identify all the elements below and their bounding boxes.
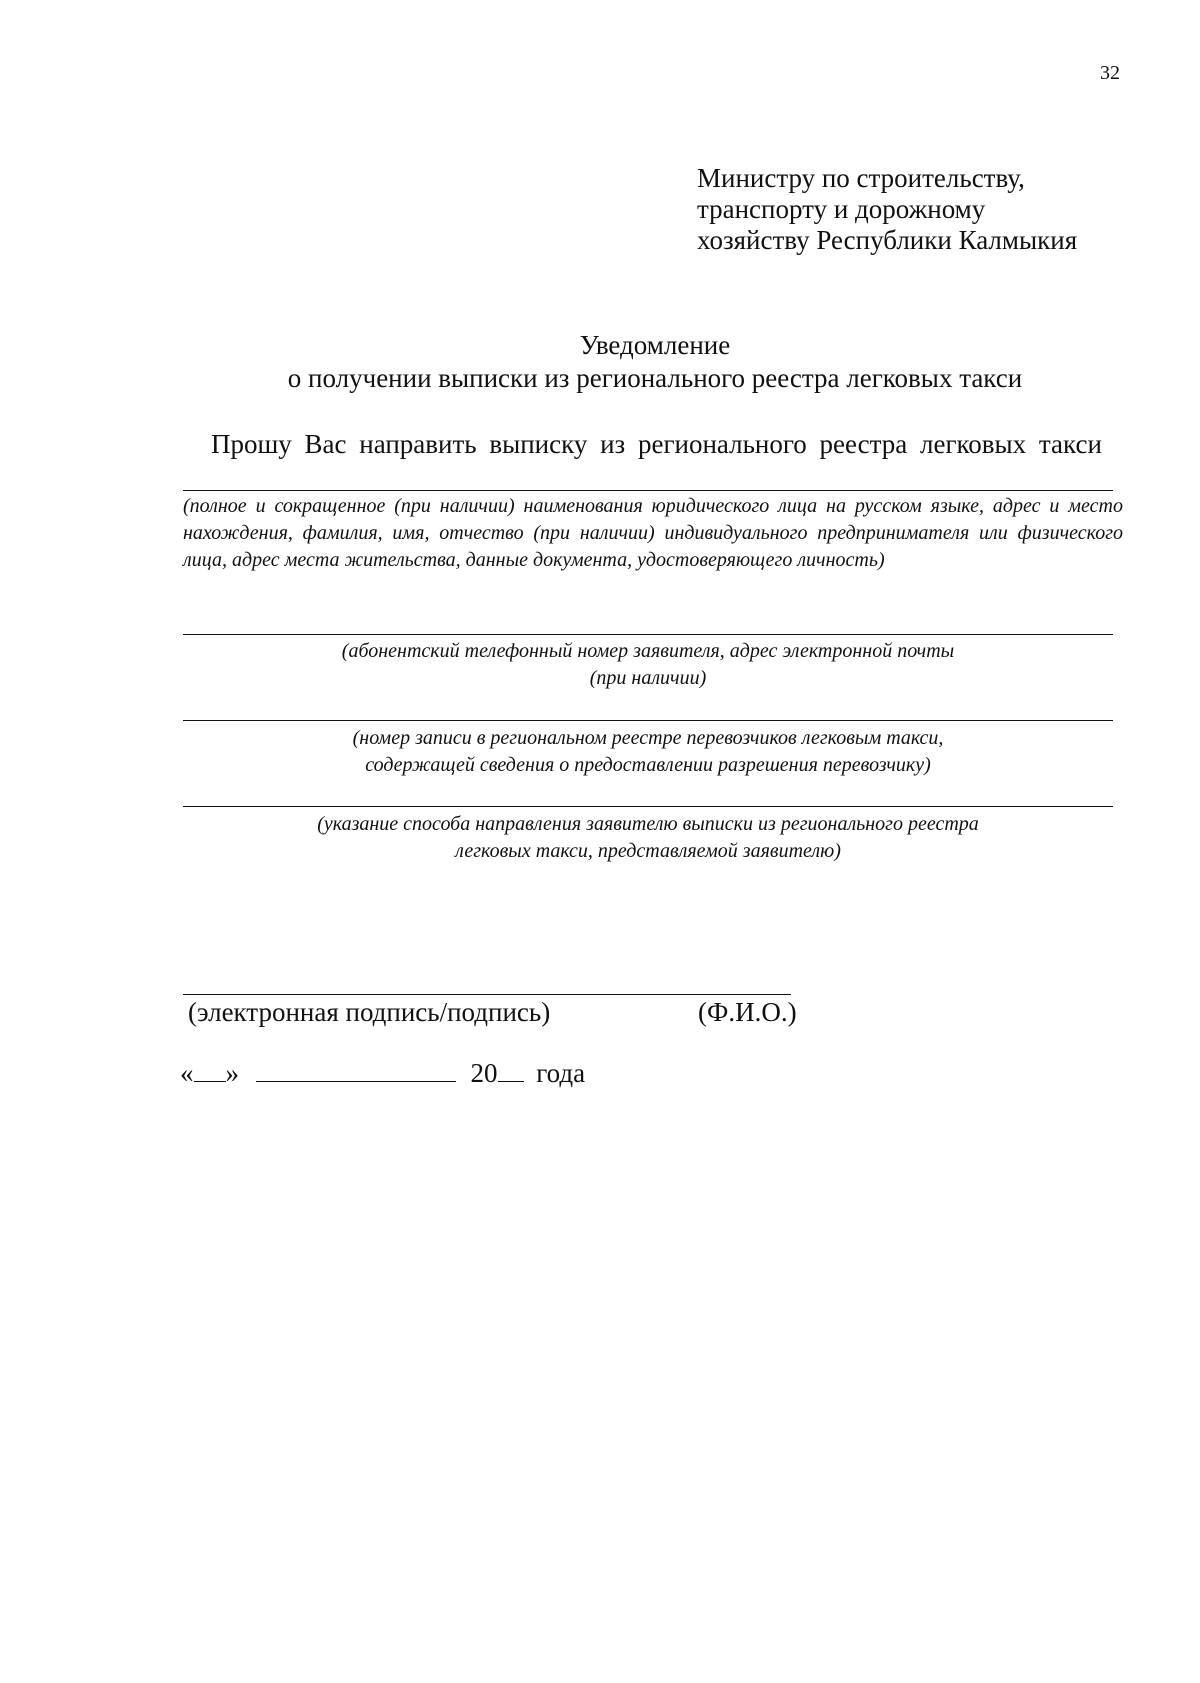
- contacts-fill-line[interactable]: [183, 634, 1113, 635]
- page-number: 32: [1100, 62, 1120, 84]
- hint-line: (при наличии): [589, 667, 707, 689]
- hint-line: содержащей сведения о предоставлении разрешения перевозчику): [365, 754, 931, 776]
- hint-line: (указание способа направления заявителю выписки из регионального реестра: [317, 813, 979, 835]
- document-subtitle: о получении выписки из регионального реестра легковых такси: [287, 363, 1023, 393]
- record-fill-line[interactable]: [183, 720, 1113, 721]
- applicant-hint: (полное и сокращенное (при наличии) наименования юридического лица на русском языке, адрес и место нахождения, фамилия, имя, отчество (при наличии) индивидуального предпринимателя или физического лица, адрес места жительства, данные документа, удостоверяющего личность): [183, 495, 1123, 571]
- applicant-fill-line[interactable]: [183, 490, 1113, 491]
- month-blank[interactable]: [256, 1059, 456, 1082]
- full-name-label: (Ф.И.О.): [698, 997, 797, 1027]
- year-blank[interactable]: [498, 1059, 524, 1082]
- year-word: года: [536, 1058, 586, 1088]
- method-fill-line[interactable]: [183, 806, 1113, 807]
- day-blank[interactable]: [194, 1059, 226, 1082]
- method-hint: [183, 811, 1113, 865]
- addressee-line: транспорту и дорожному: [697, 194, 986, 224]
- hint-line: (номер записи в региональном реестре перевозчиков легковым такси,: [352, 727, 944, 749]
- document-title: Уведомление: [579, 330, 731, 360]
- signature-label: (электронная подпись/подпись): [188, 997, 551, 1027]
- request-text: Прошу Вас направить выписку из регионального реестра легковых такси: [211, 429, 1102, 459]
- hint-line: (абонентский телефонный номер заявителя, адрес электронной почты: [341, 640, 955, 662]
- contacts-hint: [183, 638, 1113, 692]
- addressee-block: [697, 163, 1157, 256]
- date-open-quote: «: [180, 1058, 194, 1088]
- year-century: 20: [470, 1058, 498, 1088]
- date-close-quote: »: [225, 1058, 239, 1088]
- record-hint: [183, 725, 1113, 779]
- hint-line: легковых такси, представляемой заявителю): [455, 840, 841, 862]
- addressee-line: хозяйству Республики Калмыкия: [697, 225, 1078, 255]
- signature-fill-line[interactable]: [183, 994, 791, 995]
- date-row: [180, 1058, 585, 1089]
- addressee-line: Министру по строительству,: [697, 163, 1025, 193]
